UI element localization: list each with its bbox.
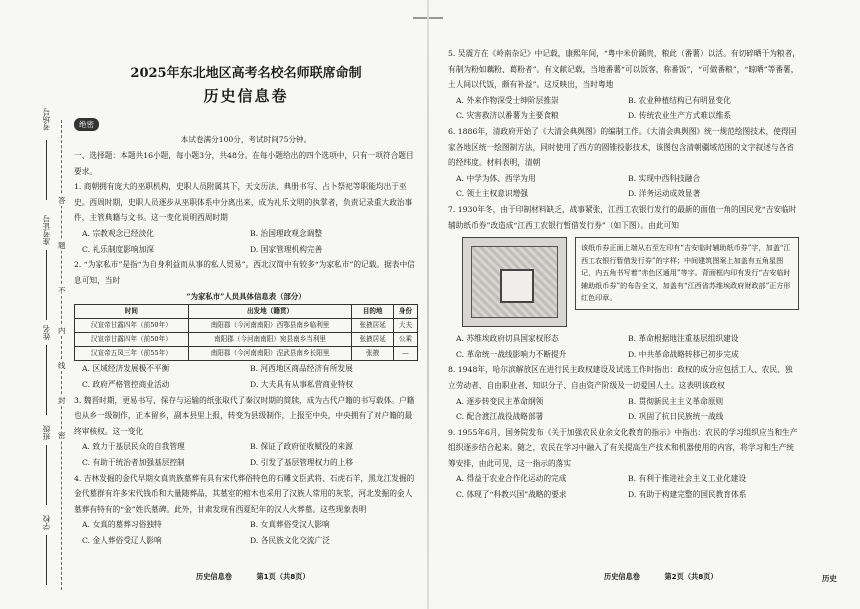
question-4-stem: 4. 吉林发掘的金代早期女真贵族墓葬有具有宋代葬俗特色的石雕文臣武将、石虎石羊，黑龙江发掘的金代墓群有许多宋代钱币和大量随葬品，其墓室的棺木也采用了汉族人常用的灰浆，河北发掘的金人墓葬有特有的“金”姓氏墓碑。此外，甘肃发现有西夏纪年的汉人火葬墓。这些现象表明: [74, 473, 415, 514]
question-9-stem: 9. 1955年6月，国务院发布《关于加强农民业余文化教育的指示》中指出：农民的学习组织应当和生产组织逐步结合起来。随之，农民在学习中融入了有关提高生产技术和机器使用的内容，将学习和生产统筹安排，由此可见，这一指示的落实: [448, 427, 798, 468]
question-9-options: [448, 471, 800, 502]
table-cell: 汉宣帝五凤三年（前55年）: [75, 347, 189, 361]
question-3-options: [74, 439, 418, 470]
option[interactable]: C. 礼乐制度影响加深: [82, 244, 154, 254]
exam-room-line: [46, 140, 47, 200]
option[interactable]: C. 政府严格管控商业活动: [82, 379, 170, 389]
table-cell: 汉宣帝甘露四年（前50年）: [75, 319, 189, 333]
table-cell: 南阳郡（今河南南阳）涅武县南乡长阳里: [188, 347, 352, 361]
footer-exam-name: 历史信息卷: [196, 572, 232, 581]
table-header: 时间: [75, 305, 189, 319]
option[interactable]: D. 中共革命战略转移已初步完成: [628, 349, 739, 359]
footer-exam-name: 历史信息卷: [604, 572, 640, 581]
option[interactable]: B. 革命根据地注重基层组织建设: [628, 334, 739, 344]
school-line: [46, 535, 47, 585]
footer-page-number: 第1页（共8页）: [256, 572, 310, 581]
seal-char: 答: [58, 196, 66, 205]
option[interactable]: D. 各民族文化交流广泛: [250, 535, 330, 545]
ticket-number-line: [46, 250, 47, 320]
table-cell: 大夫: [393, 319, 417, 333]
info-table: [74, 304, 418, 361]
question-8-options: [448, 394, 800, 425]
option[interactable]: B. 治国理政观念调整: [250, 228, 323, 238]
footer-page-number: 第2页（共8页）: [664, 572, 718, 581]
question-5-stem: 5. 吴震方在《岭南杂记》中记载，康熙年间，“粤中米价踊贵，粮此（番薯）以活。有切碎晒干为粮者，有制为粉如藕粉、葛粉者”。有文献记载，当地番薯“可以饭客，称番饭”，“可做番粮”，“晾晒”等番薯，土人间以代饭，颇有补益”。这反映出，当时粤地: [448, 49, 800, 90]
class-label: 班级: [42, 425, 51, 440]
option[interactable]: D. 巩固了抗日民族统一战线: [628, 412, 724, 422]
option[interactable]: D. 国家管理机构完善: [250, 244, 323, 254]
table-cell: 南阳郡（今河南南阳）西鄂县南乡临利里: [188, 319, 352, 333]
option[interactable]: A. 得益于农业合作化运动的完成: [456, 474, 567, 484]
page-fold: [427, 0, 429, 609]
option[interactable]: B. 河西地区商品经济有所发展: [250, 364, 353, 374]
option[interactable]: B. 保证了政府征收赋役的来源: [250, 442, 353, 452]
class-line: [46, 445, 47, 505]
option[interactable]: B. 实现中西科技融合: [628, 173, 701, 183]
right-column: [448, 46, 800, 503]
question-6-options: [448, 171, 800, 202]
name-label: 姓名: [42, 325, 51, 340]
table-cell: 南阳郡（今河南南阳）宛县南乡当利里: [188, 333, 352, 347]
seal-char: 封: [58, 396, 66, 405]
table-cell: 汉宣帝甘露四年（前50年）: [75, 333, 189, 347]
banknote-pattern: [471, 246, 558, 318]
question-2-options: [74, 361, 418, 392]
question-6-stem: 6. 1886年，清政府开始了《大清会典舆图》的编制工作。《大清会典舆图》统一规范绘图技术，使得国家各地区统一绘图制方法，同时使用了西方的圆锥投影技术，该图包含清朝疆域范围的文字叙述与各省的经纬度。材料表明，清朝: [448, 126, 797, 168]
seal-line: [61, 120, 62, 590]
option[interactable]: A. 女真的墓葬习俗独特: [82, 520, 162, 530]
seal-char: 线: [58, 361, 66, 370]
question-4-options: [74, 517, 418, 548]
table-cell: 张掖居延: [352, 333, 394, 347]
option[interactable]: B. 女真葬俗受汉人影响: [250, 520, 330, 530]
question-1-options: [74, 226, 418, 257]
seal-char: 题: [58, 241, 66, 250]
left-column: [74, 60, 418, 548]
table-cell: —: [393, 347, 417, 361]
table-header: 身份: [393, 305, 417, 319]
option[interactable]: A. 逐步转变民主革命纲领: [456, 396, 544, 406]
option[interactable]: A. 宗教观念已经淡化: [82, 228, 154, 238]
banknote-image: [462, 237, 567, 327]
question-7-options: [448, 331, 800, 362]
school-label: 学校: [42, 515, 51, 530]
question-5-options: [448, 93, 800, 124]
option[interactable]: B. 农业种植结构已有明显变化: [628, 95, 731, 105]
table-cell: 张掖居延: [352, 319, 394, 333]
table-row: [75, 319, 418, 333]
option[interactable]: C. 灾害救济以番薯为主要食粮: [456, 111, 559, 121]
question-1-stem: 1. 商朝拥有庞大的巫职机构，史职人员附属其下，天文历法、典册书写、占卜祭祀等职能均出于巫史。西周时期，史职人员逐步从巫职体系中分离出来，成为礼乐文明的执掌者，负责记录重大政治事件，主管典籍与文书。这一变化说明西周时期: [74, 182, 413, 223]
ticket-number-label: 准考证号: [42, 215, 51, 245]
banknote-center: [500, 269, 534, 303]
option[interactable]: B. 贯彻新民主主义革命原则: [628, 396, 724, 406]
seal-char: 内: [58, 326, 66, 335]
question-3-stem: 3. 魏晋时期，更易书写、保存与运输的纸张取代了秦汉时期的简牍，成为古代户籍的书写载体。户籍也从乡一级制作，正本留乡，副本县里上报，转变为县级制作，上报至中央，中央拥有了对户籍的最终审核权。这一变化: [74, 395, 415, 436]
option[interactable]: B. 有利于推进社会主义工业化建设: [628, 474, 747, 484]
exam-notice: 本试卷满分100分，考试时间75分钟。: [180, 135, 312, 144]
exam-subtitle: 历史信息卷: [203, 87, 289, 105]
option[interactable]: A. 外来作物深受士绅阶层推崇: [456, 95, 559, 105]
question-7-stem: 7. 1930年冬，由于印制材料缺乏，战事紧张，江西工农银行发行的最新的面值一角的国民党“吉安临时辅助纸币券”改造成“江西工农银行暂借发行券”（如下图）。由此可知: [448, 204, 797, 230]
option[interactable]: D. 洋务运动成效显著: [628, 189, 701, 199]
option[interactable]: A. 致力于基层民众的自我管理: [82, 442, 185, 452]
exam-room-label: 考场号: [42, 108, 51, 131]
option[interactable]: D. 传统农业生产方式难以维系: [628, 111, 732, 121]
seal-char: 密: [58, 431, 66, 440]
option[interactable]: A. 区域经济发展极不平衡: [82, 364, 170, 374]
option[interactable]: C. 革命统一战线影响力不断提升: [456, 349, 567, 359]
option[interactable]: C. 配合渡江战役战略部署: [456, 412, 544, 422]
name-line: [46, 345, 47, 415]
table-title: “为家私市”人员具体信息表（部分）: [186, 292, 306, 302]
option[interactable]: A. 中学为体、西学为用: [456, 173, 536, 183]
option[interactable]: C. 有助于统治者加强基层控制: [82, 457, 185, 467]
section-intro: 一、选择题：本题共16小题，每小题3分，共48分。在每小题给出的四个选项中，只有一项符合题目要求。: [74, 151, 414, 176]
question-8-stem: 8. 1948年，哈尔滨解放区在进行民主政权建设及试选工作时指出：政权的成分应包括工人、农民、独立劳动者、自由职业者、知识分子、自由资产阶级及一切爱国人士。这表明该政权: [448, 365, 793, 390]
left-footer: [196, 572, 332, 582]
seal-char: 不: [58, 286, 66, 295]
table-row: [75, 333, 418, 347]
table-row: [75, 347, 418, 361]
question-2-stem: 2. “为家私市”是指“为自身利益而从事的私人贸易”。西北汉简中有较多“为家私市”的记载。据表中信息可知，当时: [74, 260, 415, 285]
table-header: 目的地: [352, 305, 394, 319]
right-footer: [604, 572, 740, 582]
currency-figure: [462, 237, 800, 327]
option[interactable]: C. 体现了“科教兴国”战略的要求: [456, 490, 567, 500]
option[interactable]: C. 领土主权意识增强: [456, 189, 528, 199]
table-cell: 张掖: [352, 347, 394, 361]
option[interactable]: D. 大夫具有从事私营商业特权: [250, 379, 354, 389]
table-header: 出发地（籍贯）: [188, 305, 352, 319]
figure-caption: 该纸币券正面上端从右至左印有“吉安临时辅助纸币券”字，加盖“江西工农银行暂借发行券”的字样；中间建筑图案上加盖有五角星图记，内五角书写着“赤色区通用”等字。背面框内印有发行“吉安临时辅助纸币券”的布告全文，加盖有“江西省苏维埃政府财政部”正方形红色印章。: [575, 237, 799, 310]
secret-badge: 绝密: [74, 118, 99, 131]
binding-strip: [0, 0, 66, 609]
exam-title: 2025年东北地区高考名校名师联席命制: [130, 66, 362, 81]
table-header-row: [75, 305, 418, 319]
option[interactable]: A. 苏维埃政府切具国家权形态: [456, 334, 559, 344]
option[interactable]: D. 引发了基层管理权力的上移: [250, 457, 354, 467]
subject-corner: 历史: [822, 574, 837, 583]
option[interactable]: C. 金人葬俗受辽人影响: [82, 535, 162, 545]
option[interactable]: D. 有助于构建完整的国民教育体系: [628, 490, 747, 500]
table-cell: 公乘: [393, 333, 417, 347]
